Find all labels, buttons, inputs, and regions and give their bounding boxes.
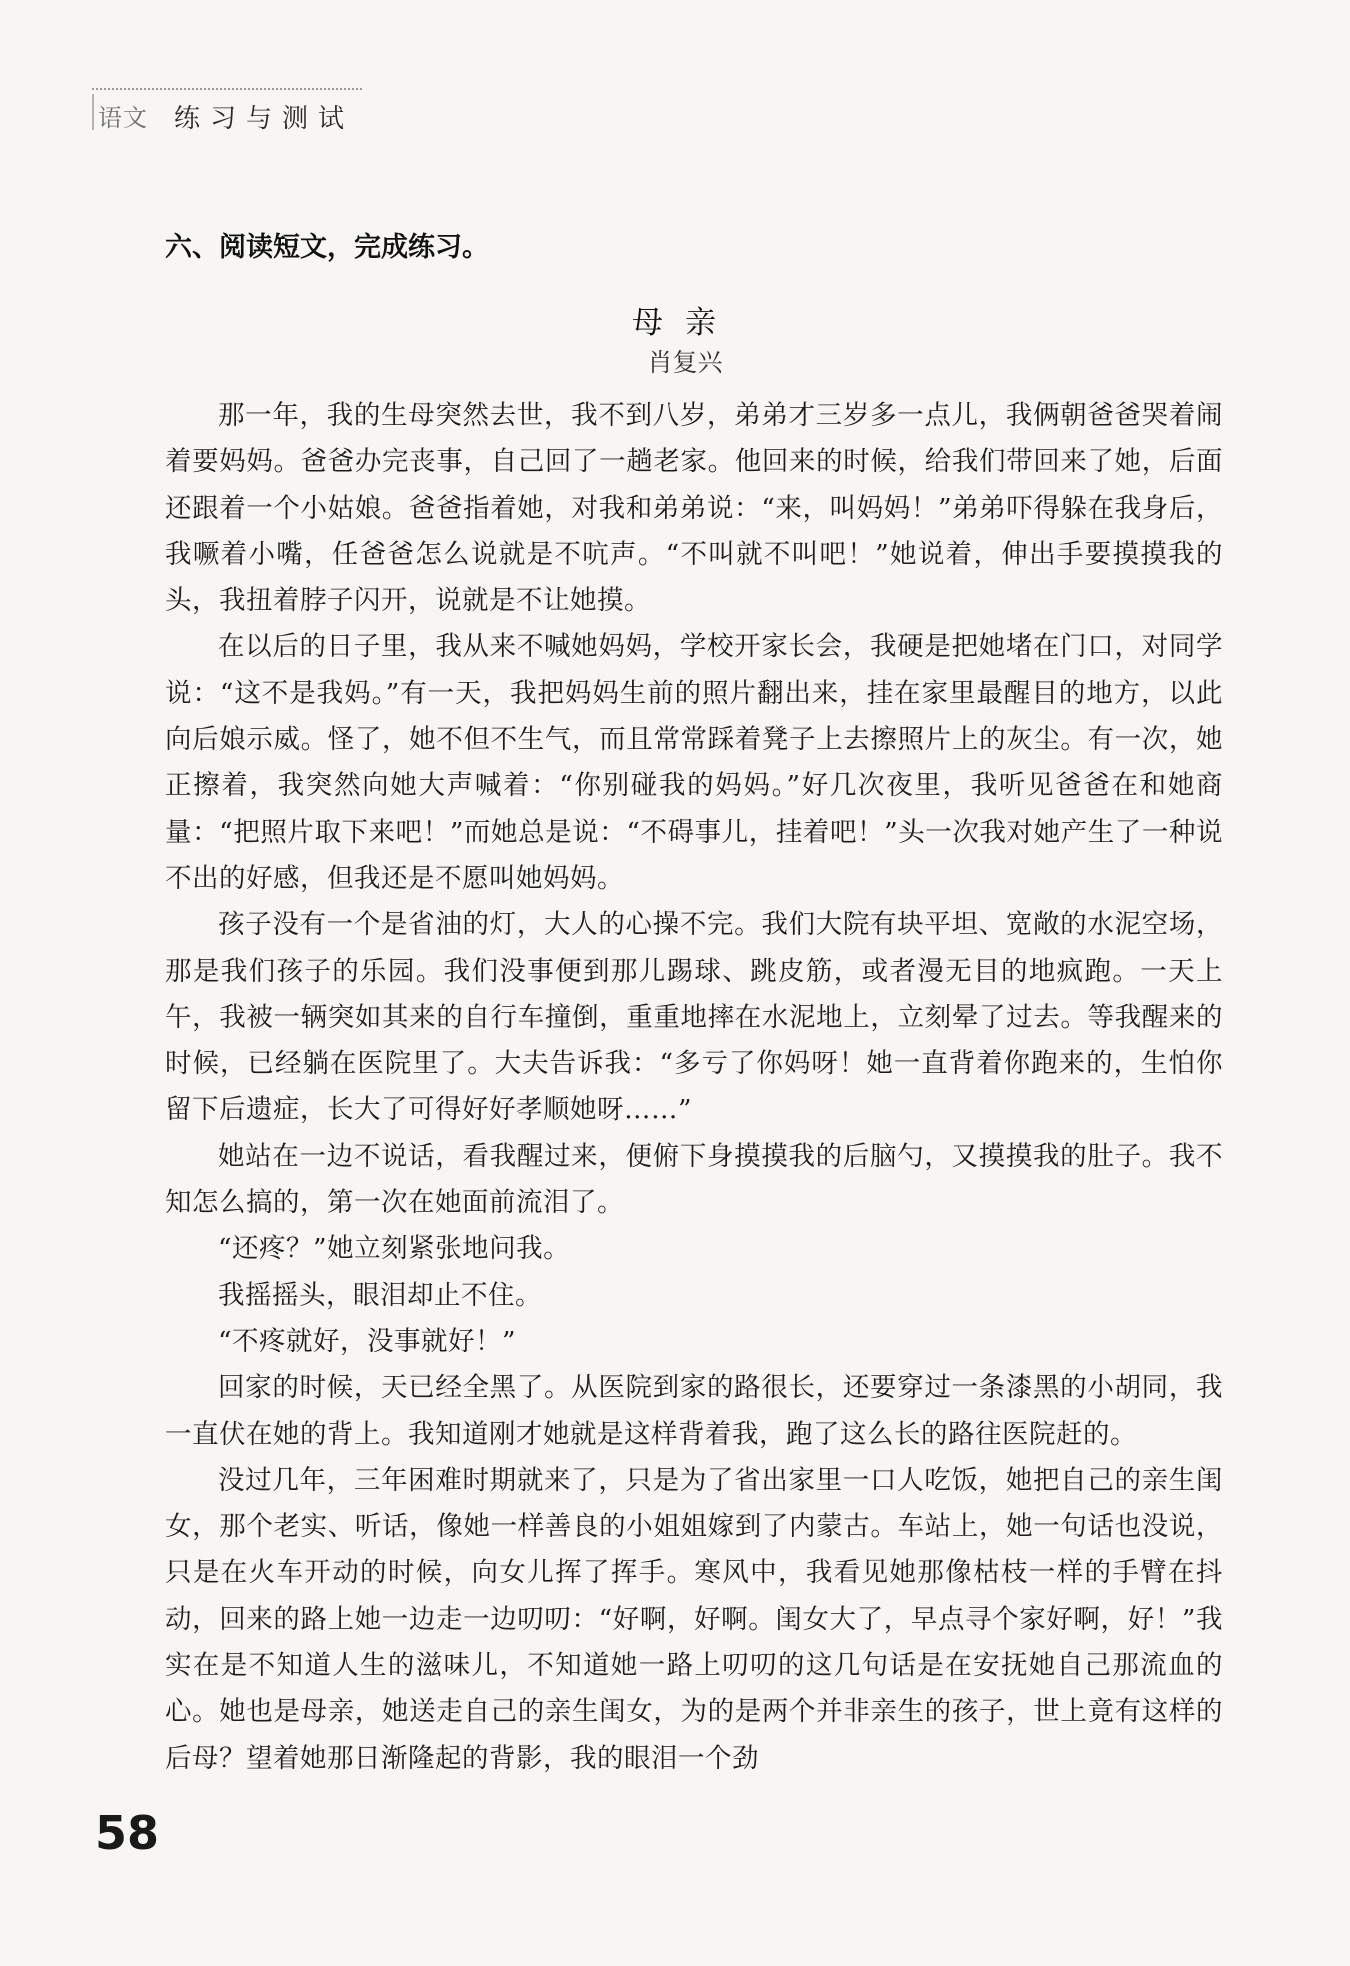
paragraph: 没过几年，三年困难时期就来了，只是为了省出家里一口人吃饭，她把自己的亲生闺女，那个老实、听话，像她一样善良的小姐姐嫁到了内蒙古。车站上，她一句话也没说，只是在火车开动的时候，向女儿挥了挥手。寒风中，我看见她那像枯枝一样的手臂在抖动，回来的路上她一边走一边叨叨：“好啊，好啊。闺女大了，早点寻个家好啊，好！”我实在是不知道人生的滋味儿，不知道她一路上叨叨的这几句话是在安抚她自己那流血的心。她也是母亲，她送走自己的亲生闺女，为的是两个并非亲生的孩子，世上竟有这样的后母？望着她那日渐隆起的背影，我的眼泪一个劲 bbox=[165, 1464, 1223, 1774]
page-number: 58 bbox=[95, 1806, 160, 1860]
article-author: 肖复兴 bbox=[647, 348, 723, 377]
article-title: 母亲 bbox=[632, 305, 738, 341]
paragraph: “不疼就好，没事就好！” bbox=[218, 1325, 517, 1357]
page-header bbox=[92, 88, 362, 132]
book-title: 练习与测试 bbox=[174, 104, 355, 134]
paragraph: 孩子没有一个是省油的灯，大人的心操不完。我们大院有块平坦、宽敞的水泥空场，那是我们孩子的乐园。我们没事便到那儿踢球、跳皮筋，或者漫无目的地疯跑。一天上午，我被一辆突如其来的自行车撞倒，重重地摔在水泥地上，立刻晕了过去。等我醒来的时候，已经躺在医院里了。大夫告诉我：“多亏了你妈呀！她一直背着你跑来的，生怕你留下后遗症，长大了可得好好孝顺她呀……” bbox=[165, 909, 1223, 1126]
paragraph: 那一年，我的生母突然去世，我不到八岁，弟弟才三岁多一点儿，我俩朝爸爸哭着闹着要妈妈。爸爸办完丧事，自己回了一趟老家。他回来的时候，给我们带回来了她，后面还跟着一个小姑娘。爸爸指着她，对我和弟弟说：“来，叫妈妈！”弟弟吓得躲在我身后，我噘着小嘴，任爸爸怎么说就是不吭声。“不叫就不叫吧！”她说着，伸出手要摸摸我的头，我扭着脖子闪开，说就是不让她摸。 bbox=[165, 400, 1223, 617]
paragraph: 回家的时候，天已经全黑了。从医院到家的路很长，还要穿过一条漆黑的小胡同，我一直伏在她的背上。我知道刚才她就是这样背着我，跑了这么长的路往医院赶的。 bbox=[165, 1372, 1223, 1450]
paragraph: 我摇摇头，眼泪却止不住。 bbox=[218, 1279, 542, 1311]
header-divider bbox=[92, 94, 94, 130]
article-body bbox=[165, 393, 1223, 1782]
subject-tag: 语文 bbox=[98, 104, 148, 132]
paragraph: “还疼？”她立刻紧张地问我。 bbox=[218, 1233, 571, 1265]
paragraph: 在以后的日子里，我从来不喊她妈妈，学校开家长会，我硬是把她堵在门口，对同学说：“这不是我妈。”有一天，我把妈妈生前的照片翻出来，挂在家里最醒目的地方，以此向后娘示威。怪了，她不但不生气，而且常常踩着凳子上去擦照片上的灰尘。有一次，她正擦着，我突然向她大声喊着：“你别碰我的妈妈。”好几次夜里，我听见爸爸在和她商量：“把照片取下来吧！”而她总是说：“不碍事儿，挂着吧！”头一次我对她产生了一种说不出的好感，但我还是不愿叫她妈妈。 bbox=[165, 631, 1223, 894]
section-heading: 六、阅读短文，完成练习。 bbox=[165, 232, 489, 263]
paragraph: 她站在一边不说话，看我醒过来，便俯下身摸摸我的后脑勺，又摸摸我的肚子。我不知怎么搞的，第一次在她面前流泪了。 bbox=[165, 1140, 1223, 1219]
